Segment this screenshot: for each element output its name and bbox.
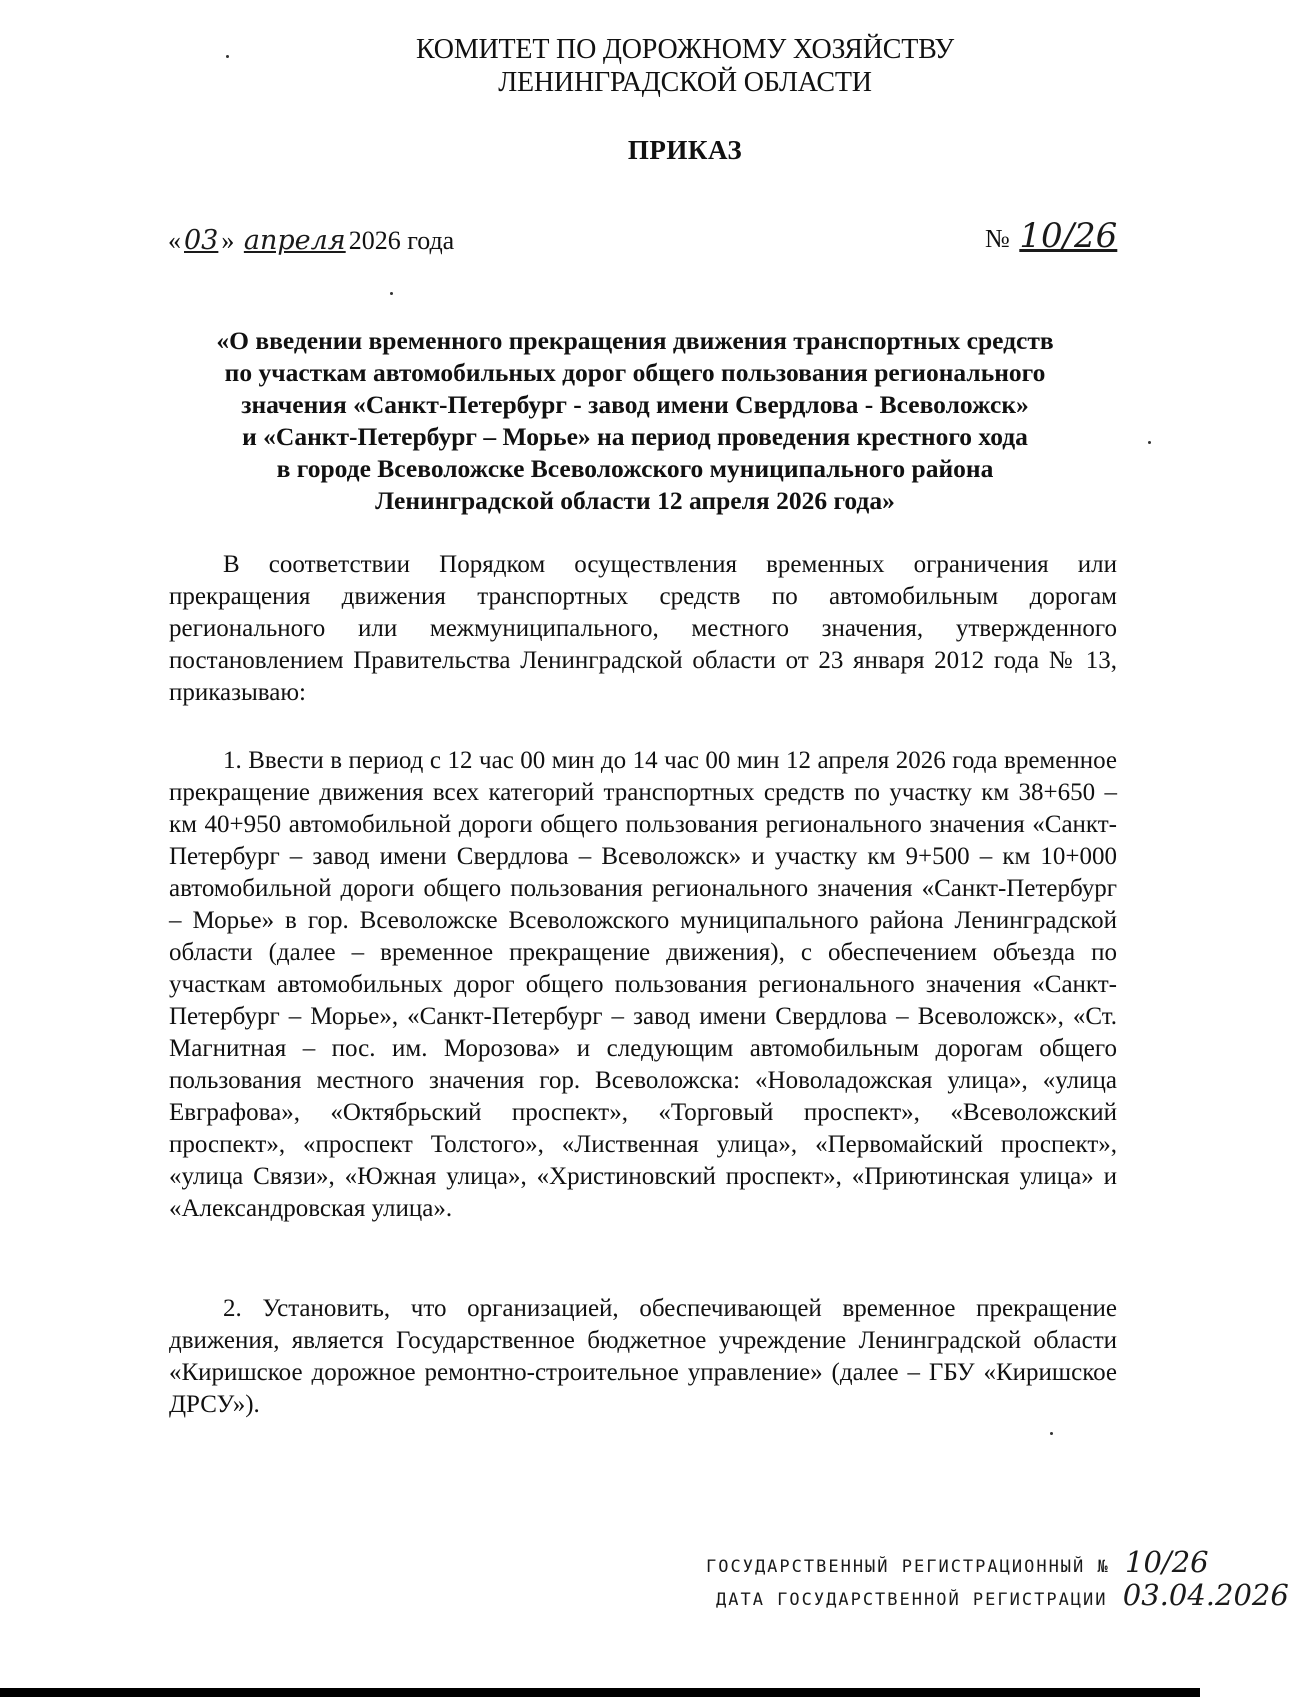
order-date [168,225,454,257]
registration-stamp [706,1545,1292,1614]
date-year: 2026 года [348,226,455,255]
handwritten-registration-date: 03.04.2026 [1122,1578,1289,1612]
title-line: Ленинградской области 12 апреля 2026 года» [375,486,895,515]
paragraph-1: 1. Ввести в период с 12 час 00 мин до 14 час 00 мин 12 апреля 2026 года временное прекращение движения всех категорий транспортных средств по участку км 38+650 – км 40+950 автомобильной дороги общего пользования регионального значения «Санкт-Петербург – завод имени Свердлова – Всеволожск» и участку км 9+500 – км 10+000 автомобильной дороги общего пользования регионального значения «Санкт-Петербург – Морье» в гор. Всеволожске Всеволожского муниципального района Ленинградской области (далее – временное прекращение движения), с обеспечением объезда по участкам автомобильных дорог общего пользования регионального значения «Санкт-Петербург – Морье», «Санкт-Петербург – завод имени Свердлова – Всеволожск», «Ст. Магнитная – пос. им. Морозова» и следующим автомобильным дорогам общего пользования местного значения гор. Всеволожска: «Новоладожская улица», «улица Евграфова», «Октябрьский проспект», «Торговый проспект», «Всеволожский проспект», «проспект Толстого», «Лиственная улица», «Первомайский проспект», «улица Связи», «Южная улица», «Христиновский проспект», «Приютинская улица» и «Александровская улица». [169,747,1117,1222]
header-line-2: ЛЕНИНГРАДСКОЙ ОБЛАСТИ [498,67,872,98]
scan-speck [390,292,393,295]
paragraph-2: 2. Установить, что организацией, обеспечивающей временное прекращение движения, является Государственное бюджетное учреждение Ленинградской области «Киришское дорожное ремонтно-строительное управление» (далее – ГБУ «Киришское ДРСУ»). [169,1295,1117,1418]
date-close-quote: » [221,226,235,255]
handwritten-day: 03 [184,225,219,256]
handwritten-number: 10/26 [1019,216,1118,256]
order-number [985,216,1120,256]
scan-speck [226,55,229,58]
handwritten-month: апреля [243,225,346,256]
document-title [155,325,1115,517]
registration-date-row [716,1578,1292,1614]
title-line: значения «Санкт-Петербург - завод имени Свердлова - Всеволожск» [241,390,1029,419]
registration-number-row [706,1545,1292,1581]
scan-speck [1148,441,1151,444]
document-type: ПРИКАЗ [627,135,743,165]
registration-date-label: ДАТА ГОСУДАРСТВЕННОЙ РЕГИСТРАЦИИ [716,1590,1108,1610]
title-line: по участкам автомобильных дорог общего пользования регионального [224,358,1046,387]
date-open-quote: « [168,226,181,255]
scan-speck [1050,1432,1053,1435]
registration-number-label: ГОСУДАРСТВЕННЫЙ РЕГИСТРАЦИОННЫЙ № [706,1557,1110,1577]
title-line: «О введении временного прекращения движения транспортных средств [216,326,1054,355]
title-line: и «Санкт-Петербург – Морье» на период проведения крестного хода [242,422,1028,451]
scan-bottom-border [0,1688,1200,1697]
title-line: в городе Всеволожске Всеволожского муниципального района [276,454,994,483]
handwritten-registration-number: 10/26 [1125,1545,1209,1579]
number-prefix: № [985,224,1010,253]
issuing-authority-header [300,33,1070,99]
intro-paragraph: В соответствии Порядком осуществления временных ограничения или прекращения движения транспортных средств по автомобильным дорогам регионального или межмуниципального, местного значения, утвержденного постановлением Правительства Ленинградской области от 23 января 2012 года № 13, приказываю: [169,551,1117,706]
header-line-1: КОМИТЕТ ПО ДОРОЖНОМУ ХОЗЯЙСТВУ [416,34,954,65]
